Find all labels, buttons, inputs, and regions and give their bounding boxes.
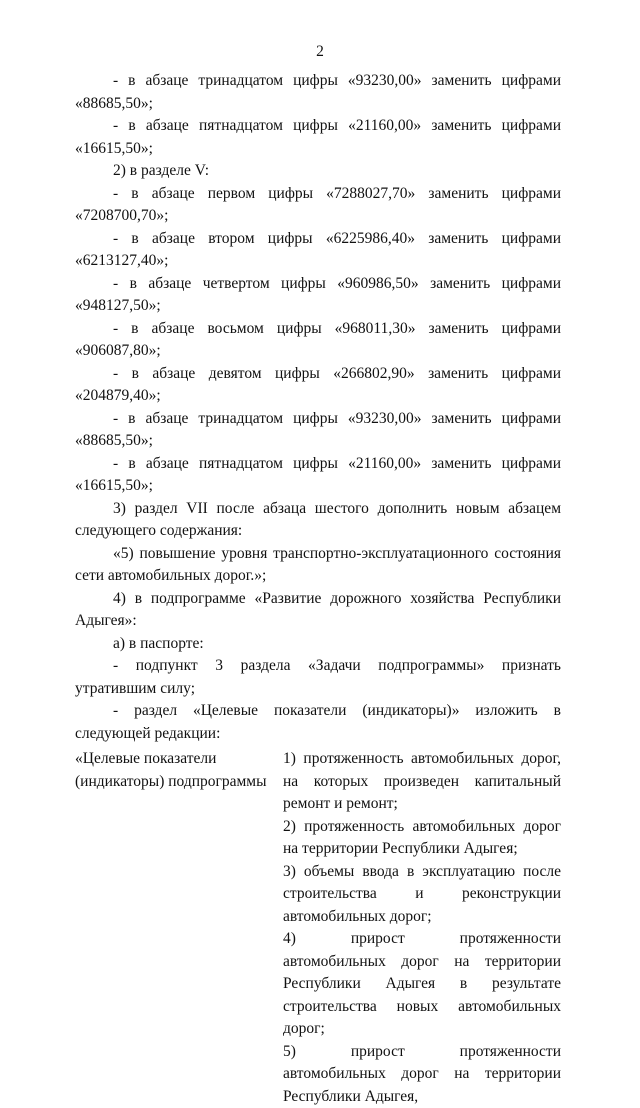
- indicator-item: 3) объемы ввода в эксплуатацию после строительства и реконструкции автомобильных дорог;: [283, 861, 561, 929]
- indicators-list: [283, 748, 561, 1108]
- indicator-item: 1) протяженность автомобильных дорог, на которых произведен капитальный ремонт и ремонт;: [283, 748, 561, 816]
- paragraph: - в абзаце втором цифры «6225986,40» заменить цифрами «6213127,40»;: [75, 228, 561, 273]
- paragraph: «5) повышение уровня транспортно-эксплуатационного состояния сети автомобильных дорог.»;: [75, 543, 561, 588]
- page-number: 2: [0, 41, 640, 64]
- indicator-item: 4) прирост протяженности автомобильных дорог на территории Республики Адыгея в результате строительства новых автомобильных дорог;: [283, 928, 561, 1041]
- paragraph: - в абзаце восьмом цифры «968011,30» заменить цифрами «906087,80»;: [75, 318, 561, 363]
- paragraph: 2) в разделе V:: [75, 160, 561, 183]
- paragraph: - в абзаце тринадцатом цифры «93230,00» заменить цифрами «88685,50»;: [75, 70, 561, 115]
- indicators-label: «Целевые показатели (индикаторы) подпрограммы: [75, 748, 275, 1108]
- paragraph: 3) раздел VII после абзаца шестого дополнить новым абзацем следующего содержания:: [75, 498, 561, 543]
- document-body: [75, 70, 561, 1108]
- paragraph: - раздел «Целевые показатели (индикаторы)» изложить в следующей редакции:: [75, 700, 561, 745]
- paragraph: - в абзаце первом цифры «7288027,70» заменить цифрами «7208700,70»;: [75, 183, 561, 228]
- indicators-table: [75, 748, 561, 1108]
- paragraph: - в абзаце четвертом цифры «960986,50» заменить цифрами «948127,50»;: [75, 273, 561, 318]
- paragraph: - в абзаце пятнадцатом цифры «21160,00» заменить цифрами «16615,50»;: [75, 115, 561, 160]
- paragraph: - подпункт 3 раздела «Задачи подпрограммы» признать утратившим силу;: [75, 655, 561, 700]
- paragraph: а) в паспорте:: [75, 633, 561, 656]
- indicator-item: 5) прирост протяженности автомобильных дорог на территории Республики Адыгея,: [283, 1041, 561, 1108]
- paragraph: - в абзаце пятнадцатом цифры «21160,00» заменить цифрами «16615,50»;: [75, 453, 561, 498]
- indicator-item: 2) протяженность автомобильных дорог на территории Республики Адыгея;: [283, 816, 561, 861]
- paragraph: 4) в подпрограмме «Развитие дорожного хозяйства Республики Адыгея»:: [75, 588, 561, 633]
- paragraph: - в абзаце тринадцатом цифры «93230,00» заменить цифрами «88685,50»;: [75, 408, 561, 453]
- paragraph: - в абзаце девятом цифры «266802,90» заменить цифрами «204879,40»;: [75, 363, 561, 408]
